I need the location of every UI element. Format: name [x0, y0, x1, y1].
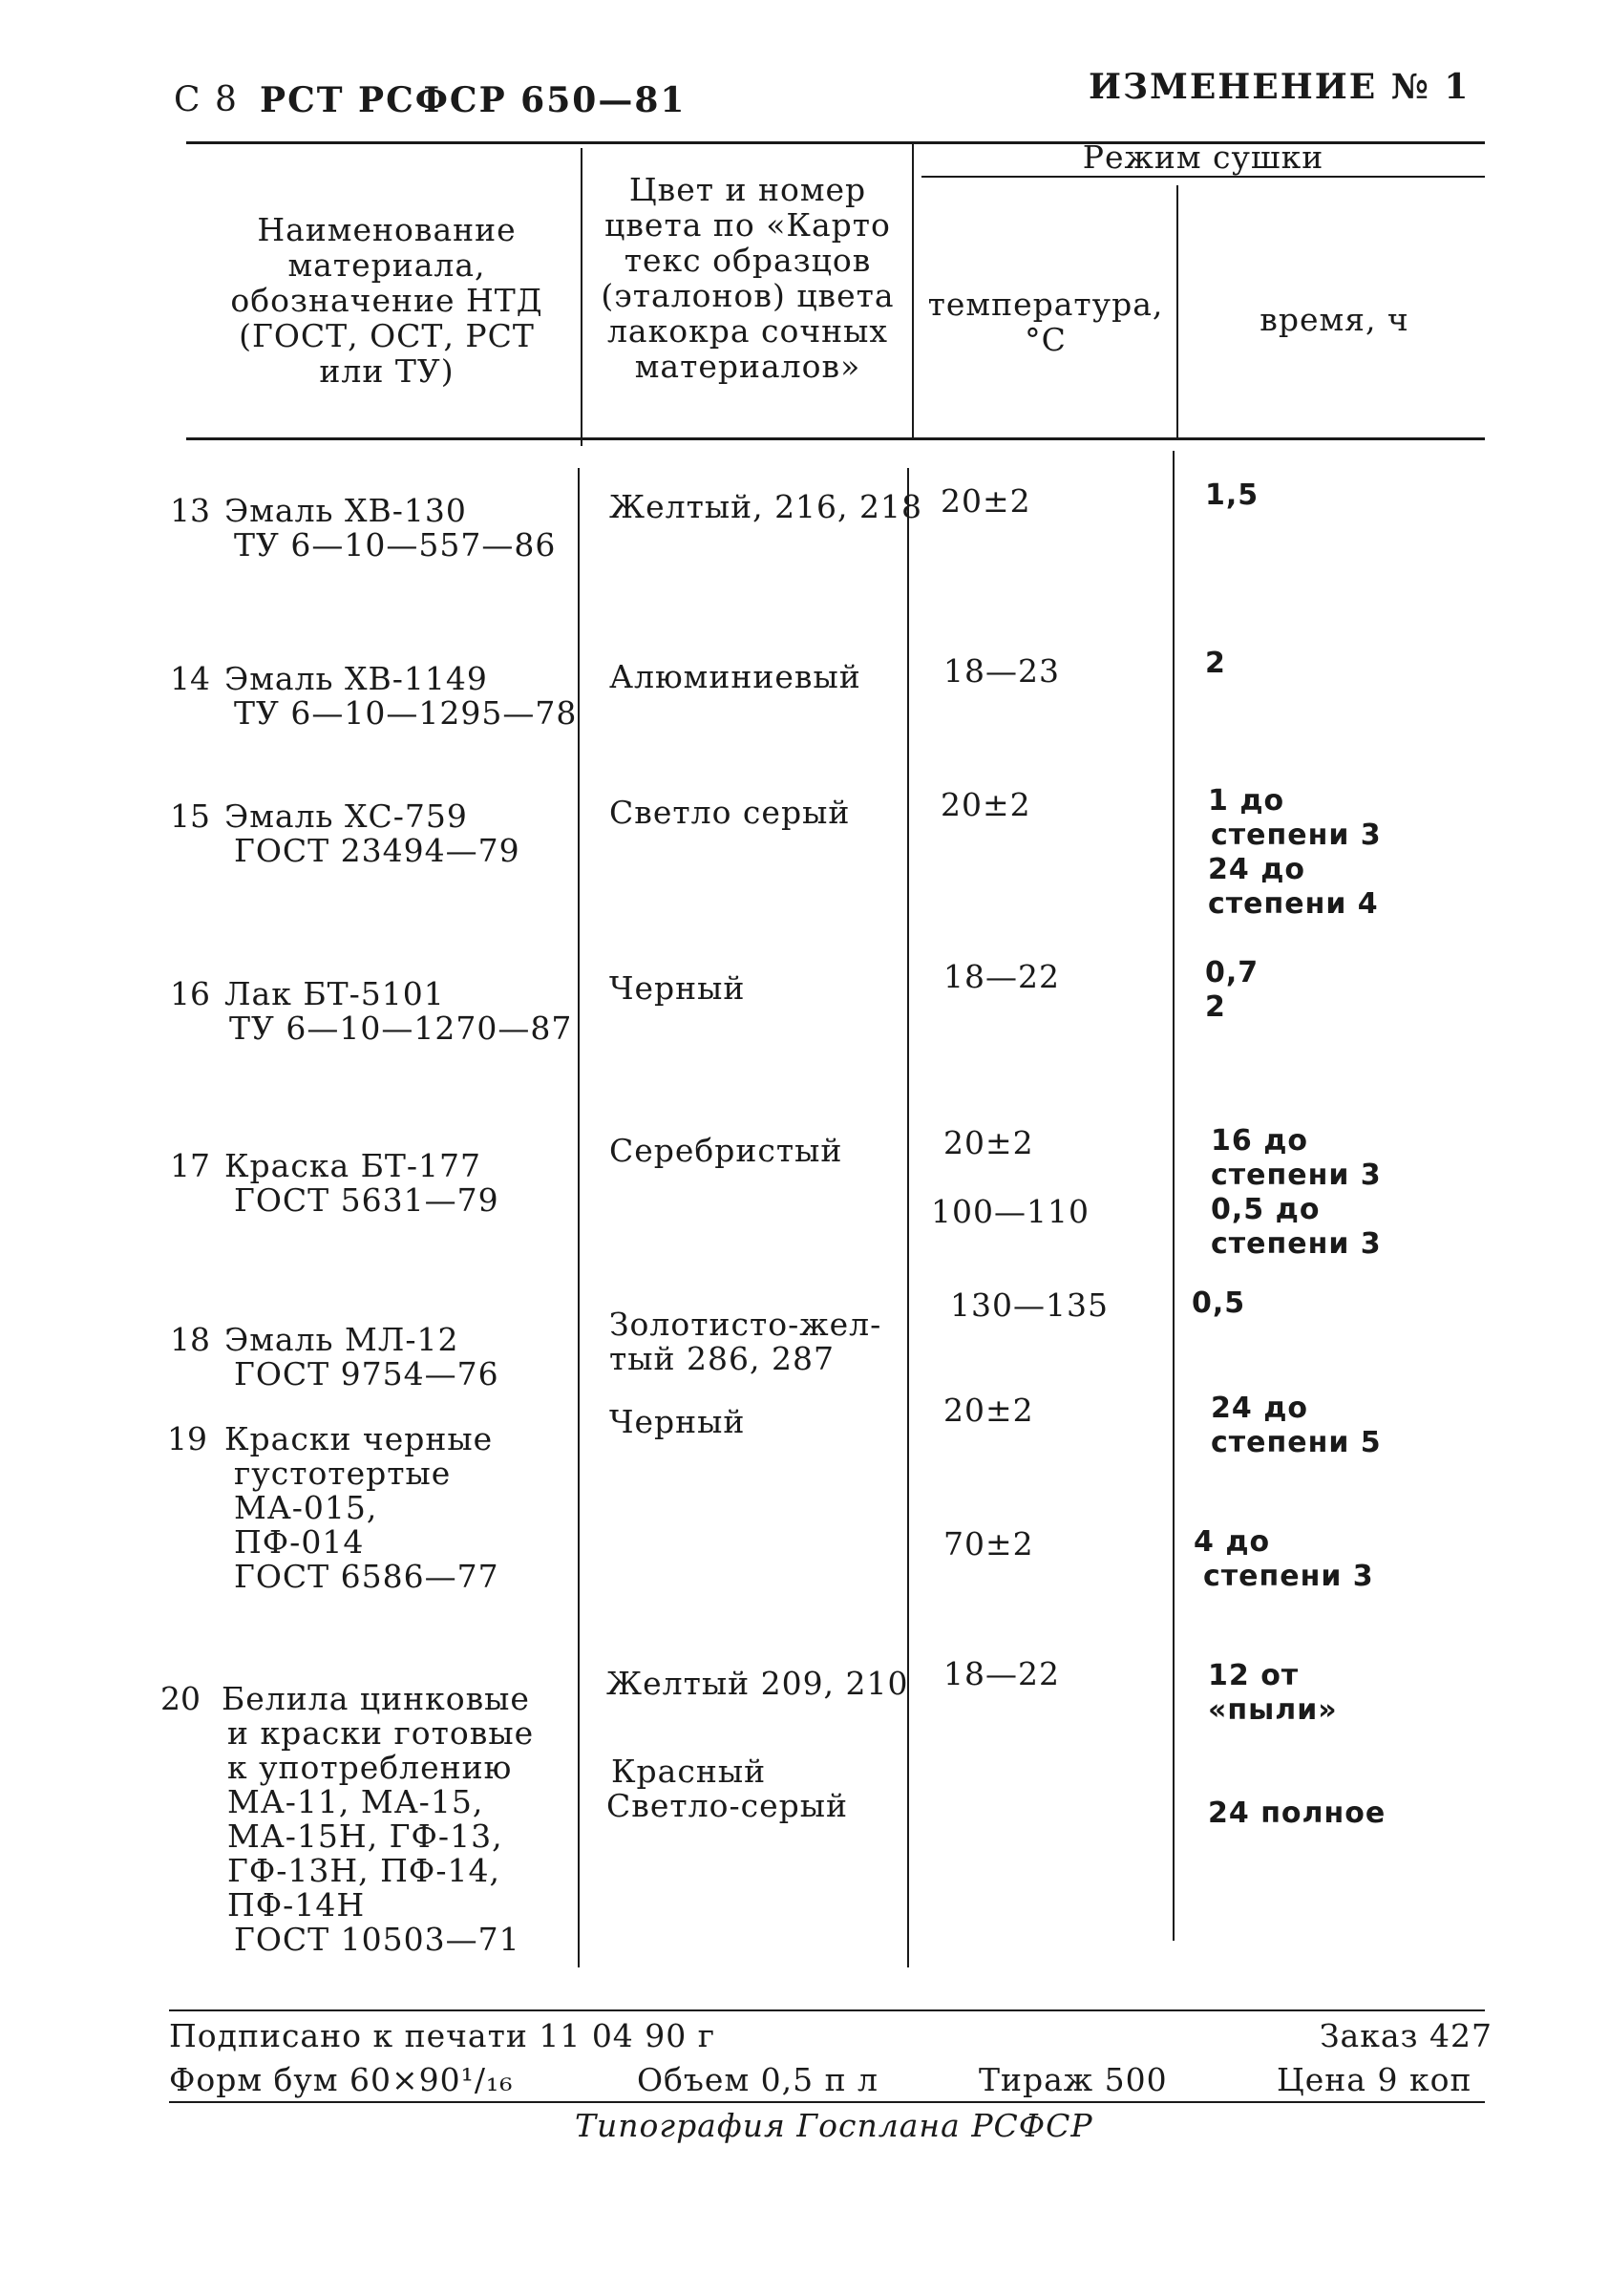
circulation: Тираж 500 [979, 2061, 1168, 2098]
drying-temperature: 20±2 [943, 1392, 1034, 1429]
drying-time: степени 3 [1211, 1227, 1382, 1261]
material-standard: ГОСТ 9754—76 [234, 1355, 499, 1392]
material-name: ПФ-14Н [227, 1886, 366, 1924]
paper-format: Форм бум 60×90¹/₁₆ [169, 2061, 514, 2098]
row-number: 18 [170, 1321, 210, 1358]
drying-temperature: 18—22 [943, 1655, 1060, 1692]
material-name: Эмаль ХВ-130 [224, 492, 467, 529]
drying-time: 24 до [1208, 853, 1306, 886]
header-bottom-rule [186, 437, 1485, 440]
drying-temperature: 20±2 [941, 786, 1031, 823]
row-number: 15 [170, 797, 210, 835]
material-color: Светло серый [609, 794, 851, 831]
drying-time: 0,7 [1205, 956, 1260, 989]
row-number: 20 [160, 1680, 201, 1717]
column-header-drying-mode: Режим сушки [1082, 138, 1324, 176]
row-number: 19 [167, 1420, 207, 1457]
drying-time: 2 [1205, 990, 1226, 1024]
material-color: Серебристый [609, 1132, 843, 1169]
drying-subheader-rule [921, 176, 1485, 178]
material-color: Золотисто-жел- [609, 1306, 882, 1343]
material-color: Алюминиевый [609, 658, 861, 695]
material-standard: ГОСТ 23494—79 [234, 832, 520, 869]
drying-temperature: 20±2 [941, 482, 1031, 520]
drying-temperature: 100—110 [931, 1193, 1090, 1230]
header-divider-3 [1176, 185, 1178, 439]
column-header-temperature: температура, °С [927, 286, 1164, 358]
material-color: Красный [611, 1753, 767, 1790]
material-name: Эмаль ХВ-1149 [224, 660, 488, 697]
material-name: МА-11, МА-15, [227, 1783, 484, 1820]
drying-time: 24 полное [1208, 1796, 1387, 1830]
drying-time: степени 3 [1211, 1159, 1382, 1192]
drying-time: 1,5 [1205, 478, 1260, 512]
row-number: 14 [170, 660, 210, 697]
drying-temperature: 20±2 [943, 1124, 1034, 1161]
material-standard: ГОСТ 6586—77 [234, 1558, 499, 1595]
material-standard: ТУ 6—10—557—86 [234, 526, 557, 563]
drying-time: 2 [1205, 647, 1226, 680]
material-name: Краски черные [224, 1420, 494, 1457]
drying-time: степени 3 [1203, 1560, 1374, 1593]
order-number: Заказ 427 [1320, 2017, 1493, 2054]
drying-time: 24 до [1211, 1392, 1309, 1425]
price: Цена 9 коп [1277, 2061, 1472, 2098]
signed-to-print: Подписано к печати 11 04 90 г [169, 2017, 716, 2054]
material-name: Эмаль МЛ-12 [224, 1321, 459, 1358]
material-name: МА-15Н, ГФ-13, [227, 1818, 503, 1855]
material-color: тый 286, 287 [609, 1340, 835, 1377]
material-name: ГФ-13Н, ПФ-14, [227, 1852, 500, 1889]
material-name: МА-015, [234, 1489, 378, 1526]
material-standard: ТУ 6—10—1295—78 [234, 694, 578, 732]
material-name: и краски готовые [227, 1714, 535, 1752]
material-color: Черный [609, 969, 746, 1007]
drying-time: степени 3 [1211, 818, 1382, 852]
material-color: Желтый 209, 210 [606, 1665, 909, 1702]
column-header-time: время, ч [1260, 301, 1409, 338]
material-name: Белила цинковые [222, 1680, 530, 1717]
material-name: к употреблению [227, 1749, 513, 1786]
drying-time: степени 4 [1208, 887, 1379, 921]
material-color: Светло-серый [606, 1787, 848, 1824]
material-color: Желтый, 216, 218 [609, 488, 923, 525]
drying-time: степени 5 [1211, 1426, 1382, 1459]
drying-time: «пыли» [1208, 1693, 1338, 1727]
drying-temperature: 18—22 [943, 958, 1060, 995]
row-number: 13 [170, 492, 210, 529]
footer-bottom-rule [169, 2101, 1485, 2103]
drying-time: 0,5 [1192, 1286, 1246, 1320]
volume: Объем 0,5 п л [637, 2061, 879, 2098]
material-name: ПФ-014 [234, 1523, 365, 1561]
drying-temperature: 130—135 [950, 1286, 1109, 1324]
drying-temperature: 18—23 [943, 652, 1060, 690]
header-divider-1 [581, 148, 582, 446]
body-divider-2 [907, 468, 909, 1967]
header-divider-2 [912, 141, 914, 439]
drying-time: 4 до [1194, 1525, 1271, 1559]
material-color: Черный [609, 1403, 746, 1440]
footer-top-rule [169, 2009, 1485, 2011]
drying-temperature: 70±2 [943, 1525, 1034, 1563]
body-divider-3 [1173, 451, 1175, 1941]
page-number: С 8 [174, 80, 239, 119]
drying-time: 0,5 до [1211, 1193, 1321, 1226]
material-standard: ГОСТ 10503—71 [234, 1921, 520, 1958]
standard-code: РСТ РСФСР 650—81 [260, 80, 687, 120]
change-title: ИЗМЕНЕНИЕ № 1 [1089, 67, 1471, 107]
material-name: густотертые [234, 1455, 452, 1492]
material-name: Лак БТ-5101 [224, 975, 445, 1012]
row-number: 17 [170, 1147, 210, 1184]
material-name: Краска БТ-177 [224, 1147, 482, 1184]
column-header-material: Наименование материала, обозначение НТД (ГОСТ, ОСТ, РСТ или ТУ) [230, 211, 543, 390]
column-header-color: Цвет и номер цвета по «Карто текс образцов (эталонов) цвета лакокра сочных материалов» [601, 171, 895, 385]
drying-time: 16 до [1211, 1124, 1309, 1158]
material-standard: ТУ 6—10—1270—87 [229, 1010, 573, 1047]
material-standard: ГОСТ 5631—79 [234, 1181, 499, 1219]
drying-time: 12 от [1208, 1659, 1300, 1692]
row-number: 16 [170, 975, 210, 1012]
drying-time: 1 до [1208, 784, 1285, 818]
printing-house: Типография Госплана РСФСР [575, 2107, 1093, 2144]
material-name: Эмаль ХС-759 [224, 797, 468, 835]
body-divider-1 [578, 468, 580, 1967]
